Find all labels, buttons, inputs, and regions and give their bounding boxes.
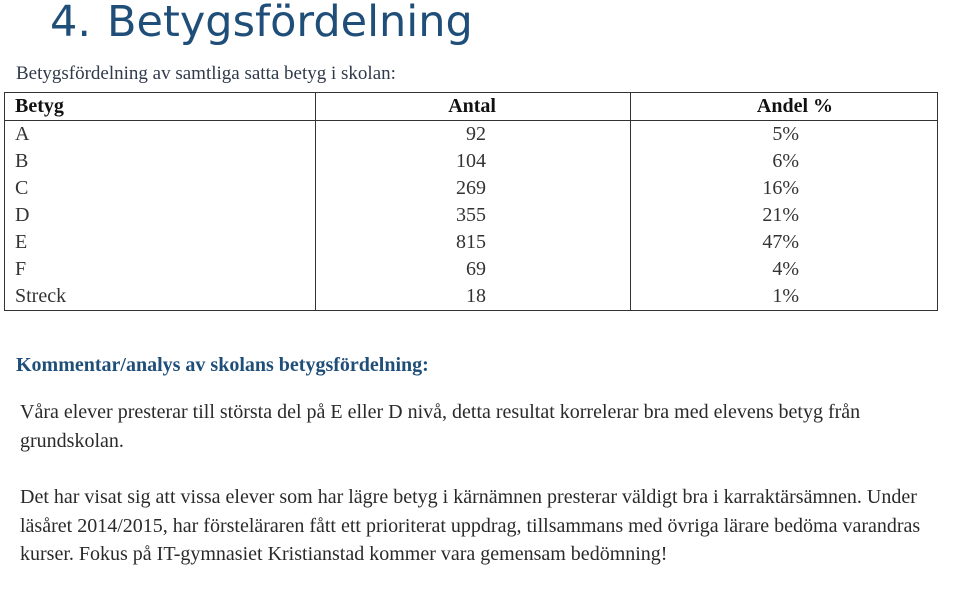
column-header-antal: Antal [316, 93, 631, 121]
grade-cell: D [5, 202, 316, 229]
share-cell: 6% [631, 148, 938, 175]
share-cell: 21% [631, 202, 938, 229]
table-row [5, 229, 938, 256]
table-row [5, 256, 938, 283]
table-row [5, 202, 938, 229]
count-cell: 269 [316, 175, 631, 202]
table-row [5, 121, 938, 149]
share-cell: 4% [631, 256, 938, 283]
count-cell: 92 [316, 121, 631, 149]
analysis-heading: Kommentar/analys av skolans betygsfördelning: [16, 354, 429, 376]
grade-cell: A [5, 121, 316, 149]
column-header-andel: Andel % [631, 93, 938, 121]
grade-cell: B [5, 148, 316, 175]
analysis-paragraph-1: Våra elever presterar till största del på E eller D nivå, detta resultat korrelerar bra med elevens betyg från grundskolan. [20, 401, 861, 452]
share-cell: 1% [631, 283, 938, 311]
table-header-row [5, 93, 938, 121]
count-cell: 355 [316, 202, 631, 229]
table-row [5, 148, 938, 175]
share-cell: 5% [631, 121, 938, 149]
table-row [5, 283, 938, 311]
section-heading [50, 0, 473, 48]
section-title: Betygsfördelning [107, 0, 473, 47]
grade-cell: Streck [5, 283, 316, 311]
share-cell: 16% [631, 175, 938, 202]
grade-cell: C [5, 175, 316, 202]
analysis-paragraph-2: Det har visat sig att vissa elever som har lägre betyg i kärnämnen presterar väldigt bra i karraktärsämnen. Under läsåret 2014/2015, har försteläraren fått ett prioriterat uppdrag, tillsammans med övriga lärare bedöma varandras kurser. Fokus på IT-gymnasiet Kristianstad kommer vara gemensam bedömning! [20, 486, 921, 565]
table-intro: Betygsfördelning av samtliga satta betyg i skolan: [16, 63, 396, 84]
column-header-betyg: Betyg [5, 93, 316, 121]
table-row [5, 175, 938, 202]
share-cell: 47% [631, 229, 938, 256]
grade-cell: F [5, 256, 316, 283]
grade-distribution-table [4, 92, 938, 311]
count-cell: 69 [316, 256, 631, 283]
section-number: 4. [50, 0, 92, 47]
count-cell: 18 [316, 283, 631, 311]
count-cell: 104 [316, 148, 631, 175]
count-cell: 815 [316, 229, 631, 256]
grade-cell: E [5, 229, 316, 256]
